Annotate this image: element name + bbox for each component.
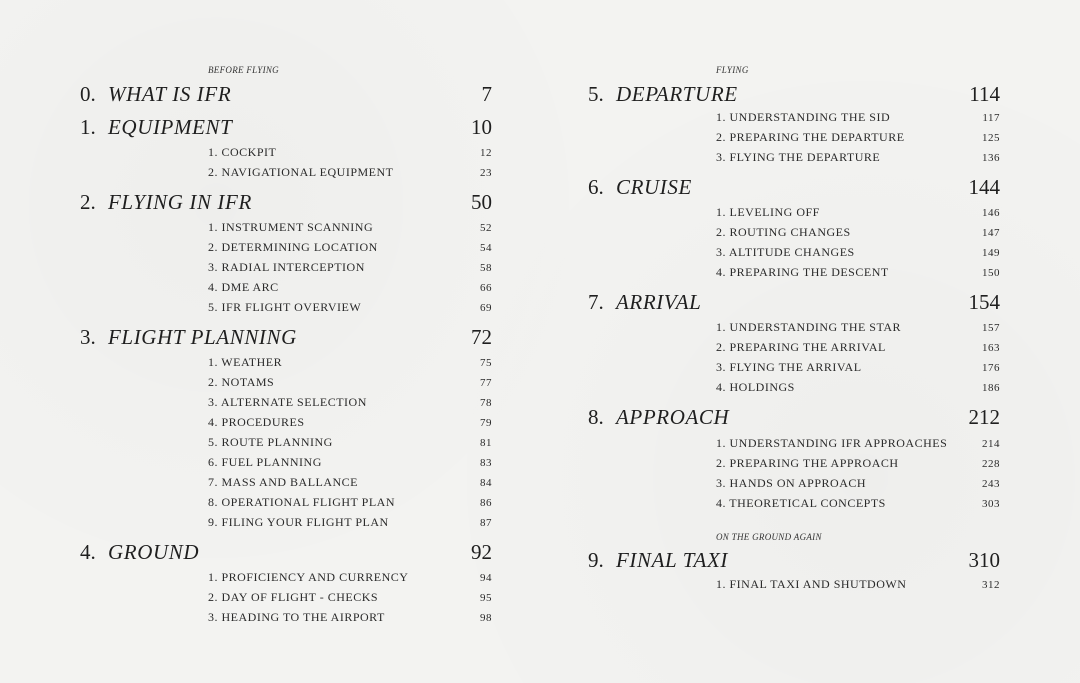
entry-page-number: 117 [982,112,1000,124]
toc-entry[interactable] [716,110,1000,126]
entry-page-number: 23 [480,167,492,179]
chapter-page-number: 10 [471,115,492,139]
toc-chapter-1[interactable] [80,115,492,143]
chapter-number: 5. [588,82,604,106]
entry-label: 1. WEATHER [208,355,283,369]
entry-page-number: 125 [982,132,1000,144]
entry-label: 9. FILING YOUR FLIGHT PLAN [208,515,389,529]
chapter-number: 7. [588,290,604,314]
toc-chapter-3[interactable] [80,325,492,353]
entry-label: 7. MASS AND BALLANCE [208,475,359,489]
toc-entry[interactable] [208,515,492,531]
entry-page-number: 214 [982,438,1000,450]
entry-label: 3. ALTERNATE SELECTION [208,395,367,409]
entry-page-number: 243 [982,478,1000,490]
entry-label: 2. NAVIGATIONAL EQUIPMENT [208,165,394,179]
entry-page-number: 75 [480,357,492,369]
chapter-number: 8. [588,405,604,429]
toc-entry[interactable] [716,130,1000,146]
entry-label: 3. HEADING TO THE AIRPORT [208,610,385,624]
entry-label: 1. FINAL TAXI AND SHUTDOWN [716,577,907,591]
entry-page-number: 79 [480,417,492,429]
toc-entry[interactable] [208,240,492,256]
entry-label: 3. FLYING THE DEPARTURE [716,150,881,164]
entry-page-number: 86 [480,497,492,509]
toc-chapter-6[interactable] [588,175,1000,203]
entry-label: 1. INSTRUMENT SCANNING [208,220,374,234]
toc-entry[interactable] [208,395,492,411]
entry-label: 2. PREPARING THE DEPARTURE [716,130,905,144]
entry-page-number: 136 [982,152,1000,164]
toc-entry[interactable] [716,150,1000,166]
entry-label: 4. PREPARING THE DESCENT [716,265,889,279]
chapter-title: FLIGHT PLANNING [108,325,297,349]
toc-entry[interactable] [716,225,1000,241]
entry-page-number: 303 [982,498,1000,510]
entry-label: 6. FUEL PLANNING [208,455,322,469]
chapter-page-number: 212 [968,405,1000,429]
entry-page-number: 157 [982,322,1000,334]
chapter-number: 4. [80,540,96,564]
entry-page-number: 176 [982,362,1000,374]
entry-page-number: 150 [982,267,1000,279]
chapter-number: 9. [588,548,604,572]
right-page [540,0,1080,683]
entry-page-number: 98 [480,612,492,624]
entry-page-number: 95 [480,592,492,604]
entry-page-number: 149 [982,247,1000,259]
entry-page-number: 84 [480,477,492,489]
toc-entry[interactable] [208,475,492,491]
chapter-page-number: 72 [471,325,492,349]
entry-label: 3. HANDS ON APPROACH [716,476,867,490]
toc-entry[interactable] [208,495,492,511]
toc-entry[interactable] [208,415,492,431]
toc-entry[interactable] [208,375,492,391]
entry-page-number: 78 [480,397,492,409]
chapter-title: WHAT IS IFR [108,82,232,106]
section-label-before-flying: BEFORE FLYING [208,65,279,75]
toc-chapter-4[interactable] [80,540,492,568]
toc-entry[interactable] [208,590,492,606]
toc-entry[interactable] [208,145,492,161]
chapter-page-number: 144 [968,175,1000,199]
chapter-number: 3. [80,325,96,349]
entry-label: 4. HOLDINGS [716,380,795,394]
entry-label: 2. PREPARING THE APPROACH [716,456,899,470]
section-label-on-the-ground-again: ON THE GROUND AGAIN [716,532,822,542]
toc-entry[interactable] [716,265,1000,281]
chapter-number: 1. [80,115,96,139]
entry-label: 2. NOTAMS [208,375,275,389]
toc-entry[interactable] [716,245,1000,261]
toc-entry[interactable] [208,570,492,586]
toc-entry[interactable] [716,476,1000,492]
toc-chapter-2[interactable] [80,190,492,218]
chapter-page-number: 114 [969,82,1000,106]
toc-chapter-9[interactable] [588,548,1000,576]
toc-entry[interactable] [716,496,1000,512]
entry-page-number: 54 [480,242,492,254]
chapter-number: 6. [588,175,604,199]
toc-entry[interactable] [208,355,492,371]
toc-entry[interactable] [208,165,492,181]
entry-label: 1. LEVELING OFF [716,205,820,219]
entry-label: 2. PREPARING THE ARRIVAL [716,340,886,354]
entry-page-number: 83 [480,457,492,469]
entry-label: 1. UNDERSTANDING THE STAR [716,320,902,334]
entry-label: 4. PROCEDURES [208,415,305,429]
toc-entry[interactable] [716,320,1000,336]
toc-entry[interactable] [208,280,492,296]
entry-page-number: 163 [982,342,1000,354]
toc-entry[interactable] [716,340,1000,356]
entry-page-number: 146 [982,207,1000,219]
entry-label: 4. DME ARC [208,280,279,294]
toc-entry[interactable] [716,456,1000,472]
toc-chapter-5[interactable] [588,82,1000,110]
entry-page-number: 66 [480,282,492,294]
entry-page-number: 81 [480,437,492,449]
entry-page-number: 12 [480,147,492,159]
toc-entry[interactable] [716,360,1000,376]
chapter-title: APPROACH [616,405,730,429]
entry-label: 3. RADIAL INTERCEPTION [208,260,365,274]
entry-label: 2. DETERMINING LOCATION [208,240,378,254]
entry-label: 1. PROFICIENCY AND CURRENCY [208,570,409,584]
entry-label: 5. ROUTE PLANNING [208,435,333,449]
entry-page-number: 69 [480,302,492,314]
toc-entry[interactable] [208,220,492,236]
toc-entry[interactable] [716,436,1000,452]
chapter-title: DEPARTURE [616,82,738,106]
chapter-page-number: 310 [968,548,1000,572]
chapter-title: FINAL TAXI [616,548,728,572]
toc-entry[interactable] [716,380,1000,396]
toc-entry[interactable] [208,260,492,276]
entry-page-number: 94 [480,572,492,584]
toc-chapter-8[interactable] [588,405,1000,433]
toc-chapter-0[interactable] [80,82,492,110]
entry-label: 1. UNDERSTANDING IFR APPROACHES [716,436,948,450]
entry-page-number: 312 [982,579,1000,591]
entry-page-number: 186 [982,382,1000,394]
chapter-page-number: 154 [968,290,1000,314]
entry-page-number: 147 [982,227,1000,239]
entry-label: 3. ALTITUDE CHANGES [716,245,855,259]
chapter-page-number: 50 [471,190,492,214]
chapter-number: 0. [80,82,96,106]
toc-chapter-7[interactable] [588,290,1000,318]
entry-page-number: 52 [480,222,492,234]
entry-label: 4. THEORETICAL CONCEPTS [716,496,886,510]
toc-entry[interactable] [208,435,492,451]
entry-label: 2. DAY OF FLIGHT - CHECKS [208,590,379,604]
entry-label: 2. ROUTING CHANGES [716,225,851,239]
chapter-title: GROUND [108,540,200,564]
entry-page-number: 77 [480,377,492,389]
entry-page-number: 87 [480,517,492,529]
chapter-title: ARRIVAL [616,290,702,314]
chapter-title: FLYING IN IFR [108,190,252,214]
entry-label: 1. COCKPIT [208,145,277,159]
chapter-number: 2. [80,190,96,214]
toc-entry[interactable] [716,577,1000,593]
chapter-page-number: 92 [471,540,492,564]
toc-entry[interactable] [716,205,1000,221]
entry-page-number: 58 [480,262,492,274]
entry-label: 1. UNDERSTANDING THE SID [716,110,891,124]
entry-page-number: 228 [982,458,1000,470]
entry-label: 5. IFR FLIGHT OVERVIEW [208,300,362,314]
chapter-title: CRUISE [616,175,692,199]
chapter-title: EQUIPMENT [108,115,233,139]
toc-entry[interactable] [208,610,492,626]
toc-entry[interactable] [208,455,492,471]
chapter-page-number: 7 [481,82,492,106]
toc-entry[interactable] [208,300,492,316]
entry-label: 3. FLYING THE ARRIVAL [716,360,862,374]
section-label-flying: FLYING [716,65,749,75]
entry-label: 8. OPERATIONAL FLIGHT PLAN [208,495,395,509]
